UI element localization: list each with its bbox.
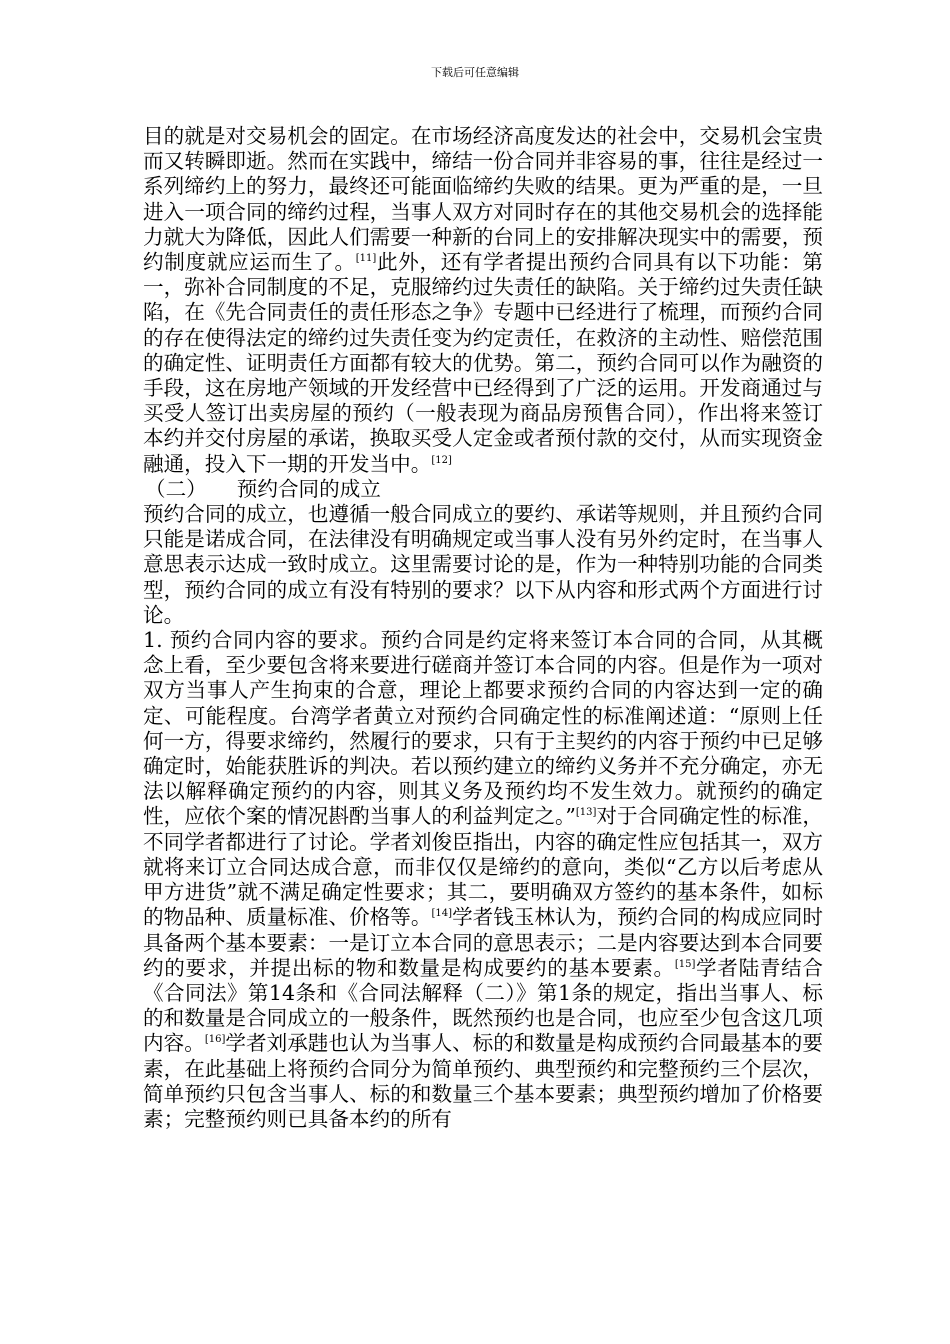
footnote-ref-11[interactable]: [11] — [355, 253, 377, 265]
paragraph-function-of-preliminary-contract — [143, 124, 823, 477]
footnote-ref-13[interactable]: [13] — [575, 807, 597, 819]
paragraph-text: 1. 预约合同内容的要求。预约合同是约定将来签订本合同的合同，从其概念上看，至少要包含将来要进行磋商并签订本合同的内容。但是作为一项对双方当事人产生拘束的合意，理论上都要求预约合同的内容达到一定的确定、可能程度。台湾学者黄立对预约合同确定性的标准阐述道：“原则上任何一方，得要求缔约，然履行的要求，只有于主契约的内容于预约中已足够确定时，始能获胜诉的判决。若以预约建立的缔约义务并不充分确定，亦无法以解释确定预约的内容，则其义务及预约均不发生效力。就预约的确定性，应依个案的情况斟酌当事人的利益判定之。” — [143, 628, 823, 829]
paragraph-formation-rules — [143, 502, 823, 628]
footnote-ref-15[interactable]: [15] — [674, 958, 696, 970]
paragraph-text: 学者刘承韪也认为当事人、标的和数量是构成预约合同最基本的要素，在此基础上将预约合同分为简单预约、典型预约和完整预约三个层次，简单预约只包含当事人、标的和数量三个基本要素；典型预约增加了价格要素；完整预约则已具备本约的所有 — [143, 1031, 823, 1131]
footnote-ref-14[interactable]: [14] — [431, 908, 453, 920]
paragraph-content-requirements — [143, 628, 823, 1132]
section-number: （二） — [145, 476, 207, 501]
section-heading — [143, 477, 823, 502]
footnote-ref-16[interactable]: [16] — [204, 1034, 226, 1046]
paragraph-text: 目的就是对交易机会的固定。在市场经济高度发达的社会中，交易机会宝贵而又转瞬即逝。然而在实践中，缔结一份合同并非容易的事，往往是经过一系列缔约上的努力，最终还可能面临缔约失败的结果。更为严重的是，一旦进入一项合同的缔约过程，当事人双方对同时存在的其他交易机会的选择能力就大为降低，因此人们需要一种新的台同上的安排解决现实中的需要，预约制度就应运而生了。 — [143, 124, 823, 275]
page-header: 下载后可任意编辑 — [431, 66, 519, 79]
footnote-ref-12[interactable]: [12] — [431, 454, 452, 466]
paragraph-text: 此外，还有学者提出预约合同具有以下功能：第一，弥补合同制度的不足，克服缔约过失责任的缺陷。关于缔约过失责任缺陷，在《先合同责任的责任形态之争》专题中已经进行了梳理，而预约合同的存在使得法定的缔约过失责任变为约定责任，在救济的主动性、赔偿范围的确定性、证明责任方面都有较大的优势。第二，预约合同可以作为融资的手段，这在房地产领域的开发经营中已经得到了广泛的运用。开发商通过与买受人签订出卖房屋的预约（一般表现为商品房预售合同），作出将来签订本约并交付房屋的承诺，换取买受人定金或者预付款的交付，从而实现资金融通，投入下一期的开发当中。 — [143, 250, 824, 476]
paragraph-text: 学者钱玉林认为，预约合同的构成应同时具备两个基本要素：一是订立本合同的意思表示；二是内容要达到本合同要约的要求，并提出标的物和数量是构成要约的基本要素。 — [143, 905, 824, 980]
document-body — [143, 124, 823, 1132]
paragraph-text: 学者陆青结合《合同法》第14条和《合同法解释（二）》第1条的规定，指出当事人、标的和数量是合同成立的一般条件，既然预约也是合同，也应至少包含这几项内容。 — [143, 955, 823, 1056]
section-title: 预约合同的成立 — [236, 476, 381, 501]
paragraph-text: 对于合同确定性的标准，不同学者都进行了讨论。学者刘俊臣指出，内容的确定性应包括其一，双方就将来订立合同达成合意，而非仅仅是缔约的意向，类似“乙方以后考虑从甲方进货”就不满足确定性要求；其二，要明确双方签约的基本条件，如标的物品种、质量标准、价格等。 — [143, 804, 824, 930]
paragraph-text: 预约合同的成立，也遵循一般合同成立的要约、承诺等规则，并且预约合同只能是诺成合同，在法律没有明确规定或当事人没有另外约定时，在当事人意思表示达成一致时成立。这里需要讨论的是，作为一种特别功能的合同类型，预约合同的成立有没有特别的要求？以下从内容和形式两个方面进行讨论。 — [143, 502, 823, 627]
